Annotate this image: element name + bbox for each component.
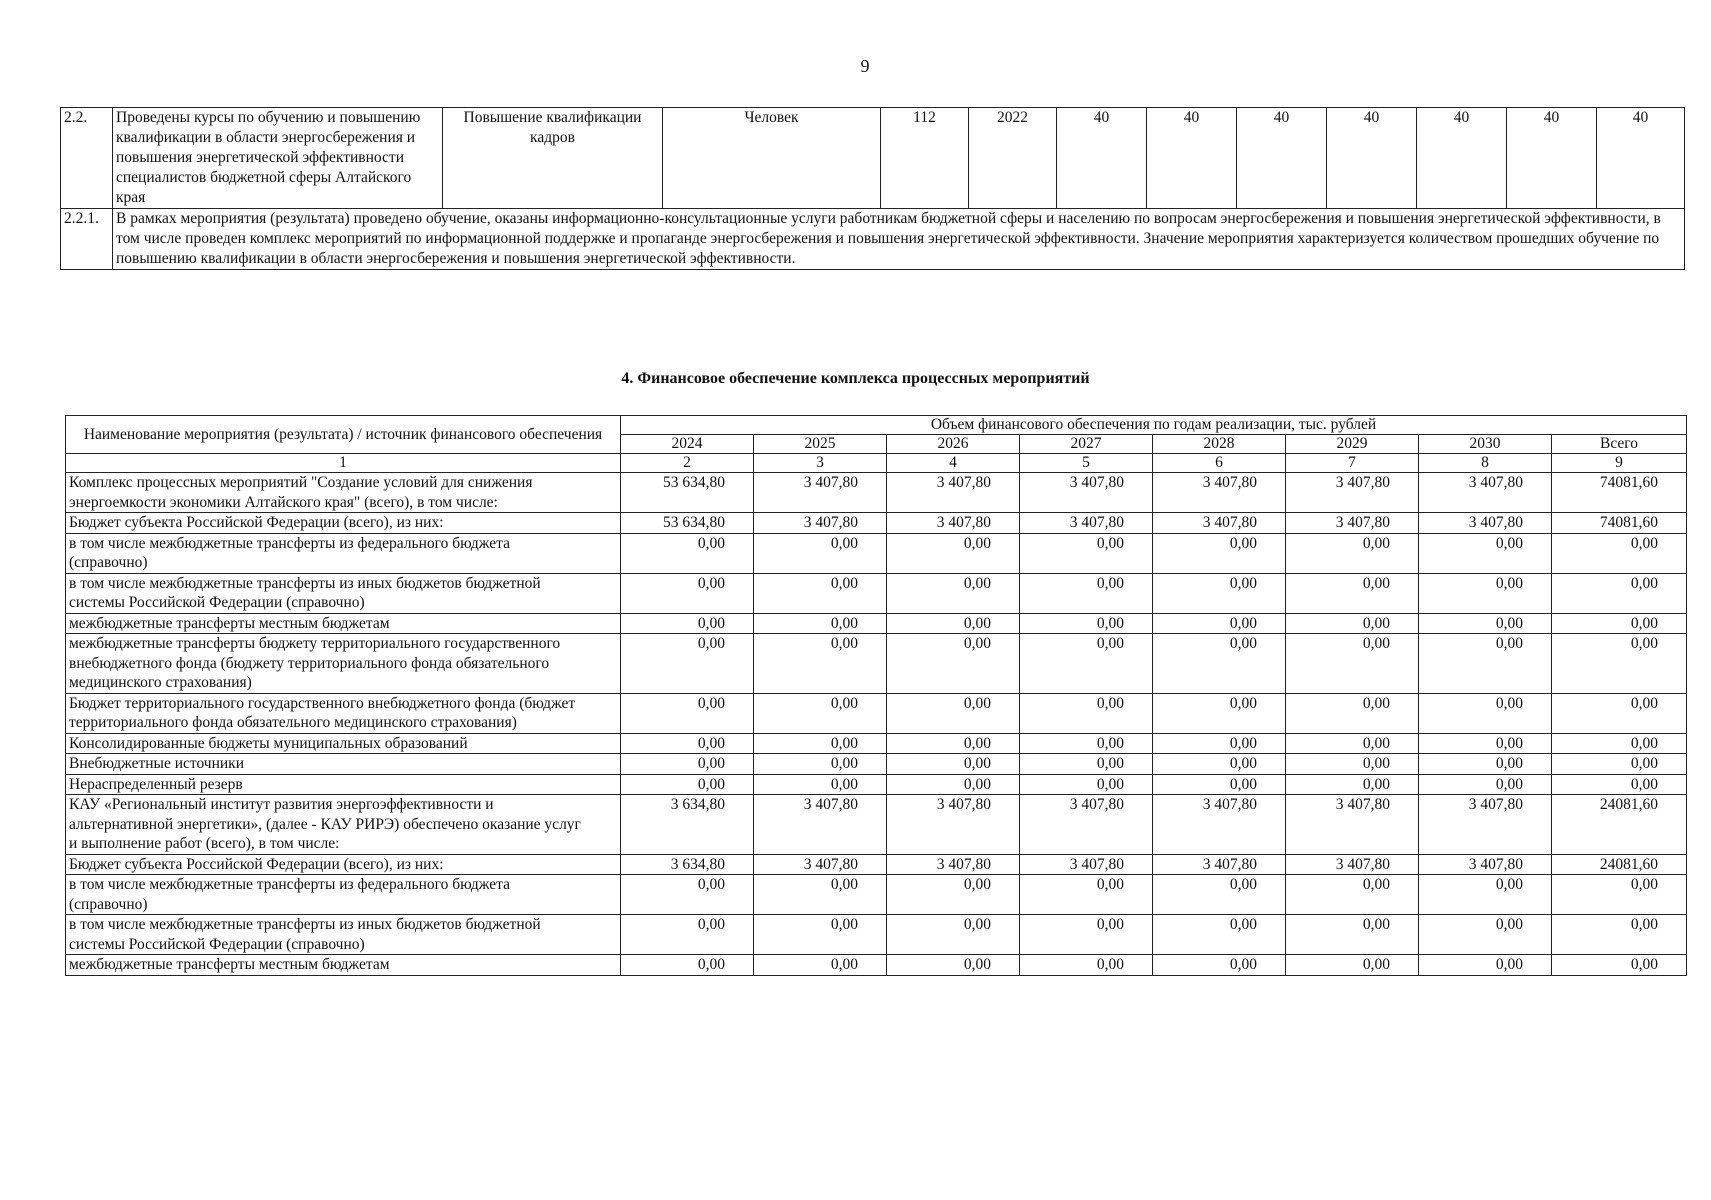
year-value: 0,00 — [1419, 875, 1552, 915]
total-value: 0,00 — [1552, 533, 1687, 573]
year-value: 3 407,80 — [1286, 795, 1419, 855]
year-value: 0,00 — [1153, 693, 1286, 733]
year-header: 2026 — [887, 435, 1020, 454]
finance-row — [66, 795, 1687, 855]
year-value: 3 407,80 — [1419, 473, 1552, 513]
finance-row — [66, 955, 1687, 976]
total-value: 0,00 — [1552, 754, 1687, 775]
year-value: 0,00 — [1286, 754, 1419, 775]
year-header: 2027 — [1020, 435, 1153, 454]
year-value: 3 407,80 — [1153, 473, 1286, 513]
finance-row — [66, 473, 1687, 513]
total-value: 24081,60 — [1552, 854, 1687, 875]
year-value: 0,00 — [887, 634, 1020, 694]
year-value: 0,00 — [1286, 875, 1419, 915]
year-value: 0,00 — [754, 875, 887, 915]
year-value: 0,00 — [1020, 875, 1153, 915]
indicator-value: 40 — [1597, 108, 1685, 209]
year-value: 0,00 — [754, 915, 887, 955]
sub-indicator-number: 2.2.1. — [61, 209, 113, 270]
year-value: 0,00 — [1153, 573, 1286, 613]
year-value: 3 407,80 — [1286, 854, 1419, 875]
year-value: 0,00 — [1419, 733, 1552, 754]
year-value: 3 407,80 — [1153, 513, 1286, 534]
year-header: 2025 — [754, 435, 887, 454]
year-value: 0,00 — [1286, 613, 1419, 634]
year-value: 0,00 — [1286, 774, 1419, 795]
year-value: 0,00 — [1020, 774, 1153, 795]
indicator-type: Повышение квалификации кадров — [443, 108, 663, 209]
year-value: 0,00 — [1153, 955, 1286, 976]
year-value: 0,00 — [1419, 693, 1552, 733]
indicator-name: Проведены курсы по обучению и повышению квалификации в области энергосбережения и повышения энергетической эффективности специалистов бюджетной сферы Алтайского края — [113, 108, 443, 209]
total-value: 0,00 — [1552, 915, 1687, 955]
source-name: Бюджет территориального государственного внебюджетного фонда (бюджет территориального фонда обязательного медицинского страхования) — [66, 693, 621, 733]
year-value: 0,00 — [887, 733, 1020, 754]
year-value: 0,00 — [1419, 634, 1552, 694]
year-value: 0,00 — [621, 754, 754, 775]
year-value: 0,00 — [754, 634, 887, 694]
year-value: 3 407,80 — [1419, 513, 1552, 534]
year-value: 0,00 — [621, 634, 754, 694]
indicator-value: 40 — [1507, 108, 1597, 209]
year-value: 0,00 — [754, 733, 887, 754]
year-value: 0,00 — [1153, 533, 1286, 573]
year-value: 0,00 — [621, 693, 754, 733]
column-number: 1 — [66, 454, 621, 473]
finance-table — [65, 415, 1687, 976]
column-number: 5 — [1020, 454, 1153, 473]
column-number-row — [66, 454, 1687, 473]
indicator-value: 40 — [1327, 108, 1417, 209]
column-number: 7 — [1286, 454, 1419, 473]
year-value: 0,00 — [1419, 533, 1552, 573]
year-value: 0,00 — [1020, 693, 1153, 733]
year-value: 0,00 — [1286, 955, 1419, 976]
finance-row — [66, 533, 1687, 573]
year-value: 0,00 — [621, 915, 754, 955]
source-name: в том числе межбюджетные трансферты из федерального бюджета (справочно) — [66, 533, 621, 573]
year-value: 3 407,80 — [1153, 795, 1286, 855]
source-name: Бюджет субъекта Российской Федерации (всего), из них: — [66, 513, 621, 534]
year-value: 0,00 — [621, 533, 754, 573]
source-name: в том числе межбюджетные трансферты из иных бюджетов бюджетной системы Российской Федерации (справочно) — [66, 915, 621, 955]
source-name: Консолидированные бюджеты муниципальных образований — [66, 733, 621, 754]
year-value: 0,00 — [754, 573, 887, 613]
year-value: 0,00 — [1419, 573, 1552, 613]
section-title: 4. Финансовое обеспечение комплекса процессных мероприятий — [621, 370, 1090, 387]
year-value: 0,00 — [887, 693, 1020, 733]
source-name: Нераспределенный резерв — [66, 774, 621, 795]
finance-row — [66, 733, 1687, 754]
finance-body — [66, 473, 1687, 976]
year-header: 2029 — [1286, 435, 1419, 454]
sub-indicator-text: В рамках мероприятия (результата) проведено обучение, оказаны информационно-консультационные услуги работникам бюджетной сферы и населению по вопросам энергосбережения и повышения энергетической эффективности, в том числе проведен комплекс мероприятий по информационной поддержке и пропаганде энергосбережения и повышения энергетической эффективности. Значение мероприятия характеризуется количеством прошедших обучение по повышению квалификации в области энергосбережения и повышения энергетической эффективности. — [113, 209, 1685, 270]
page-number: 9 — [860, 56, 870, 76]
source-name: Внебюджетные источники — [66, 754, 621, 775]
header-volume: Объем финансового обеспечения по годам реализации, тыс. рублей — [621, 416, 1687, 435]
year-value: 0,00 — [621, 733, 754, 754]
year-value: 0,00 — [1020, 634, 1153, 694]
year-value: 0,00 — [1419, 774, 1552, 795]
indicator-table — [60, 107, 1685, 270]
year-value: 0,00 — [1286, 693, 1419, 733]
total-value: 74081,60 — [1552, 513, 1687, 534]
year-value: 3 407,80 — [1419, 795, 1552, 855]
year-value: 0,00 — [1286, 733, 1419, 754]
finance-row — [66, 875, 1687, 915]
year-value: 0,00 — [1286, 533, 1419, 573]
total-value: 74081,60 — [1552, 473, 1687, 513]
header-name: Наименование мероприятия (результата) / источник финансового обеспечения — [66, 416, 621, 454]
total-value: 0,00 — [1552, 733, 1687, 754]
year-value: 0,00 — [1020, 915, 1153, 955]
total-value: 0,00 — [1552, 875, 1687, 915]
total-value: 0,00 — [1552, 573, 1687, 613]
year-header: 2030 — [1419, 435, 1552, 454]
column-number: 4 — [887, 454, 1020, 473]
finance-row — [66, 513, 1687, 534]
total-value: 24081,60 — [1552, 795, 1687, 855]
source-name: Бюджет субъекта Российской Федерации (всего), из них: — [66, 854, 621, 875]
indicator-row — [61, 108, 1685, 209]
year-value: 0,00 — [1020, 573, 1153, 613]
total-header: Всего — [1552, 435, 1687, 454]
year-value: 0,00 — [1419, 915, 1552, 955]
total-value: 0,00 — [1552, 693, 1687, 733]
year-value: 3 407,80 — [1286, 513, 1419, 534]
year-value: 0,00 — [887, 774, 1020, 795]
year-value: 0,00 — [754, 774, 887, 795]
source-name: в том числе межбюджетные трансферты из федерального бюджета (справочно) — [66, 875, 621, 915]
finance-row — [66, 634, 1687, 694]
year-value: 0,00 — [1153, 875, 1286, 915]
year-value: 0,00 — [887, 754, 1020, 775]
finance-row — [66, 573, 1687, 613]
year-value: 0,00 — [887, 955, 1020, 976]
year-value: 0,00 — [1419, 613, 1552, 634]
year-value: 0,00 — [1153, 915, 1286, 955]
total-value: 0,00 — [1552, 774, 1687, 795]
year-value: 0,00 — [887, 533, 1020, 573]
year-value: 0,00 — [887, 875, 1020, 915]
year-value: 3 407,80 — [754, 473, 887, 513]
source-name: Комплекс процессных мероприятий "Создание условий для снижения энергоемкости экономики Алтайского края" (всего), в том числе: — [66, 473, 621, 513]
year-value: 0,00 — [754, 613, 887, 634]
year-value: 0,00 — [621, 875, 754, 915]
indicator-value: 40 — [1057, 108, 1147, 209]
year-value: 0,00 — [1153, 774, 1286, 795]
finance-row — [66, 774, 1687, 795]
year-value: 0,00 — [887, 573, 1020, 613]
year-value: 0,00 — [1153, 754, 1286, 775]
column-number: 6 — [1153, 454, 1286, 473]
year-value: 0,00 — [887, 915, 1020, 955]
source-name: КАУ «Региональный институт развития энергоэффективности и альтернативной энергетики», (далее - КАУ РИРЭ) обеспечено оказание услуг и выполнение работ (всего), в том числе: — [66, 795, 621, 855]
year-value: 53 634,80 — [621, 473, 754, 513]
sub-indicator-row — [61, 209, 1685, 270]
indicator-base-value: 112 — [881, 108, 969, 209]
year-value: 3 407,80 — [754, 854, 887, 875]
year-value: 3 407,80 — [754, 795, 887, 855]
year-value: 53 634,80 — [621, 513, 754, 534]
year-value: 3 407,80 — [887, 473, 1020, 513]
year-value: 0,00 — [754, 955, 887, 976]
year-value: 0,00 — [1153, 613, 1286, 634]
indicator-base-year: 2022 — [969, 108, 1057, 209]
indicator-value: 40 — [1417, 108, 1507, 209]
year-value: 0,00 — [1153, 733, 1286, 754]
year-value: 0,00 — [621, 613, 754, 634]
source-name: межбюджетные трансферты бюджету территориального государственного внебюджетного фонда (бюджету территориального фонда обязательного медицинского страхования) — [66, 634, 621, 694]
year-value: 3 407,80 — [754, 513, 887, 534]
year-value: 3 407,80 — [887, 513, 1020, 534]
column-number: 9 — [1552, 454, 1687, 473]
year-value: 3 407,80 — [1020, 795, 1153, 855]
year-value: 3 407,80 — [1153, 854, 1286, 875]
year-value: 3 407,80 — [1020, 513, 1153, 534]
year-value: 3 407,80 — [887, 795, 1020, 855]
column-number: 3 — [754, 454, 887, 473]
indicator-unit: Человек — [663, 108, 881, 209]
year-value: 0,00 — [1286, 573, 1419, 613]
year-value: 0,00 — [754, 693, 887, 733]
year-value: 3 407,80 — [1020, 473, 1153, 513]
total-value: 0,00 — [1552, 634, 1687, 694]
year-header: 2024 — [621, 435, 754, 454]
finance-row — [66, 754, 1687, 775]
finance-row — [66, 613, 1687, 634]
year-value: 0,00 — [1020, 533, 1153, 573]
indicator-value: 40 — [1147, 108, 1237, 209]
total-value: 0,00 — [1552, 613, 1687, 634]
finance-row — [66, 915, 1687, 955]
year-value: 0,00 — [754, 754, 887, 775]
year-value: 0,00 — [1020, 733, 1153, 754]
year-value: 0,00 — [754, 533, 887, 573]
year-value: 3 407,80 — [1020, 854, 1153, 875]
year-header: 2028 — [1153, 435, 1286, 454]
year-value: 3 634,80 — [621, 795, 754, 855]
year-value: 0,00 — [1020, 955, 1153, 976]
year-value: 0,00 — [621, 573, 754, 613]
year-value: 0,00 — [1020, 613, 1153, 634]
source-name: межбюджетные трансферты местным бюджетам — [66, 613, 621, 634]
year-value: 0,00 — [621, 774, 754, 795]
finance-row — [66, 854, 1687, 875]
source-name: в том числе межбюджетные трансферты из иных бюджетов бюджетной системы Российской Федерации (справочно) — [66, 573, 621, 613]
year-value: 0,00 — [1419, 955, 1552, 976]
indicator-value: 40 — [1237, 108, 1327, 209]
year-value: 0,00 — [887, 613, 1020, 634]
year-value: 3 407,80 — [1286, 473, 1419, 513]
year-value: 0,00 — [1020, 754, 1153, 775]
finance-header-row — [66, 416, 1687, 435]
total-value: 0,00 — [1552, 955, 1687, 976]
source-name: межбюджетные трансферты местным бюджетам — [66, 955, 621, 976]
indicator-number: 2.2. — [61, 108, 113, 209]
year-value: 0,00 — [1286, 634, 1419, 694]
year-value: 0,00 — [1286, 915, 1419, 955]
year-value: 3 407,80 — [1419, 854, 1552, 875]
year-value: 0,00 — [621, 955, 754, 976]
year-value: 3 407,80 — [887, 854, 1020, 875]
column-number: 2 — [621, 454, 754, 473]
year-value: 0,00 — [1153, 634, 1286, 694]
year-value: 3 634,80 — [621, 854, 754, 875]
finance-row — [66, 693, 1687, 733]
column-number: 8 — [1419, 454, 1552, 473]
year-value: 0,00 — [1419, 754, 1552, 775]
